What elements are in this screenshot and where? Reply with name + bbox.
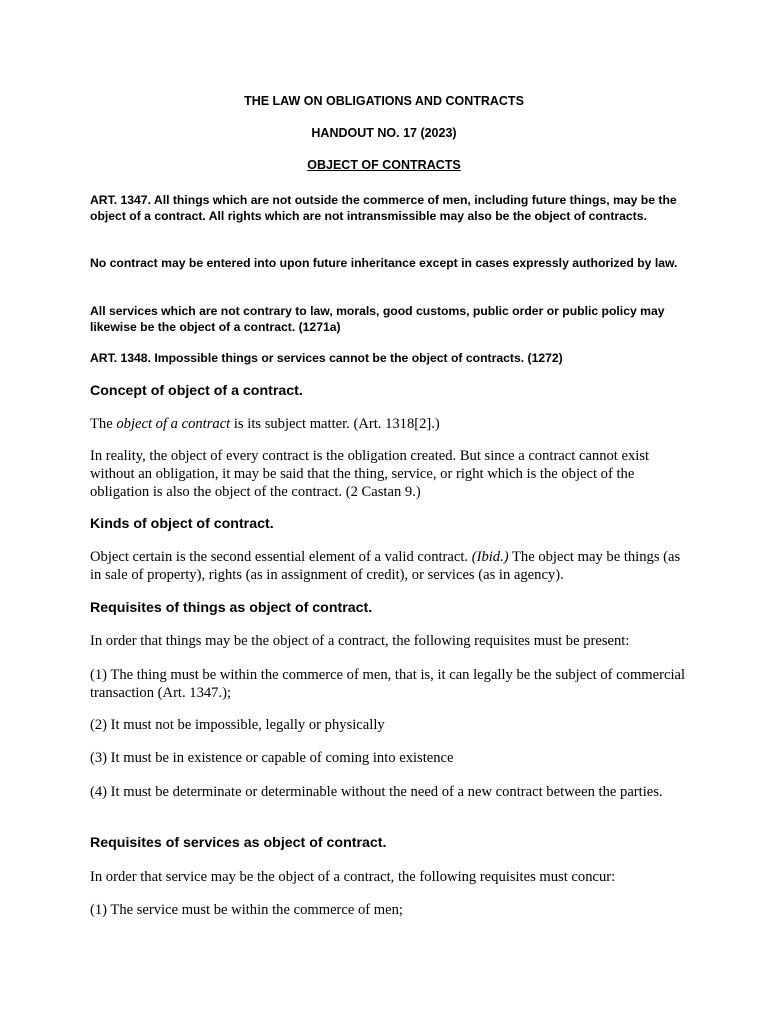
no-contract-paragraph: No contract may be entered into upon future inheritance except in cases expressly authorized by law. [90, 256, 678, 270]
concept-p1-pre: The [90, 416, 117, 432]
concept-paragraph-1 [90, 415, 690, 433]
handout-number: HANDOUT NO. 17 (2023) [311, 126, 457, 140]
things-requisite-1: (1) The thing must be within the commerce of men, that is, it can legally be the subject of commercial transaction (Art. 1347.); [90, 667, 686, 701]
things-requisite-2: (2) It must not be impossible, legally or physically [90, 717, 385, 733]
heading-concept: Concept of object of a contract. [90, 383, 303, 399]
things-intro: In order that things may be the object of a contract, the following requisites must be present: [90, 633, 630, 649]
document-title: THE LAW ON OBLIGATIONS AND CONTRACTS [244, 94, 524, 108]
section-title: OBJECT OF CONTRACTS [307, 158, 461, 172]
things-requisite-4: (4) It must be determinate or determinable without the need of a new contract between the parties. [90, 784, 663, 800]
concept-p1-post: is its subject matter. (Art. 1318[2].) [230, 416, 440, 432]
things-requisite-3: (3) It must be in existence or capable of coming into existence [90, 750, 454, 766]
kinds-post: The object may be things (as in sale of property), rights (as in assignment of credit), or services (as in agency). [90, 549, 681, 583]
concept-p1-italic: object of a contract [116, 416, 231, 432]
art-1347: ART. 1347. All things which are not outside the commerce of men, including future things, may be the object of a contract. All rights which are not intransmissible may also be the object of contracts. [90, 193, 677, 223]
all-services-paragraph: All services which are not contrary to law, morals, good customs, public order or public policy may likewise be the object of a contract. (1271a) [90, 304, 665, 334]
heading-requisites-services: Requisites of services as object of contract. [90, 835, 387, 851]
heading-requisites-things: Requisites of things as object of contract. [90, 600, 373, 616]
section-title-wrap [0, 157, 768, 173]
kinds-paragraph [90, 548, 690, 584]
kinds-pre: Object certain is the second essential element of a valid contract. [90, 549, 472, 565]
concept-paragraph-2: In reality, the object of every contract is the obligation created. But since a contract cannot exist without an obligation, it may be said that the thing, service, or right which is the object of the obligation is also the object of the contract. (2 Castan 9.) [90, 448, 650, 500]
heading-kinds: Kinds of object of contract. [90, 516, 274, 532]
art-1348: ART. 1348. Impossible things or services cannot be the object of contracts. (1272) [90, 351, 563, 365]
kinds-italic: (Ibid.) [471, 549, 509, 565]
services-intro: In order that service may be the object of a contract, the following requisites must concur: [90, 869, 616, 885]
services-requisite-1: (1) The service must be within the commerce of men; [90, 902, 403, 918]
